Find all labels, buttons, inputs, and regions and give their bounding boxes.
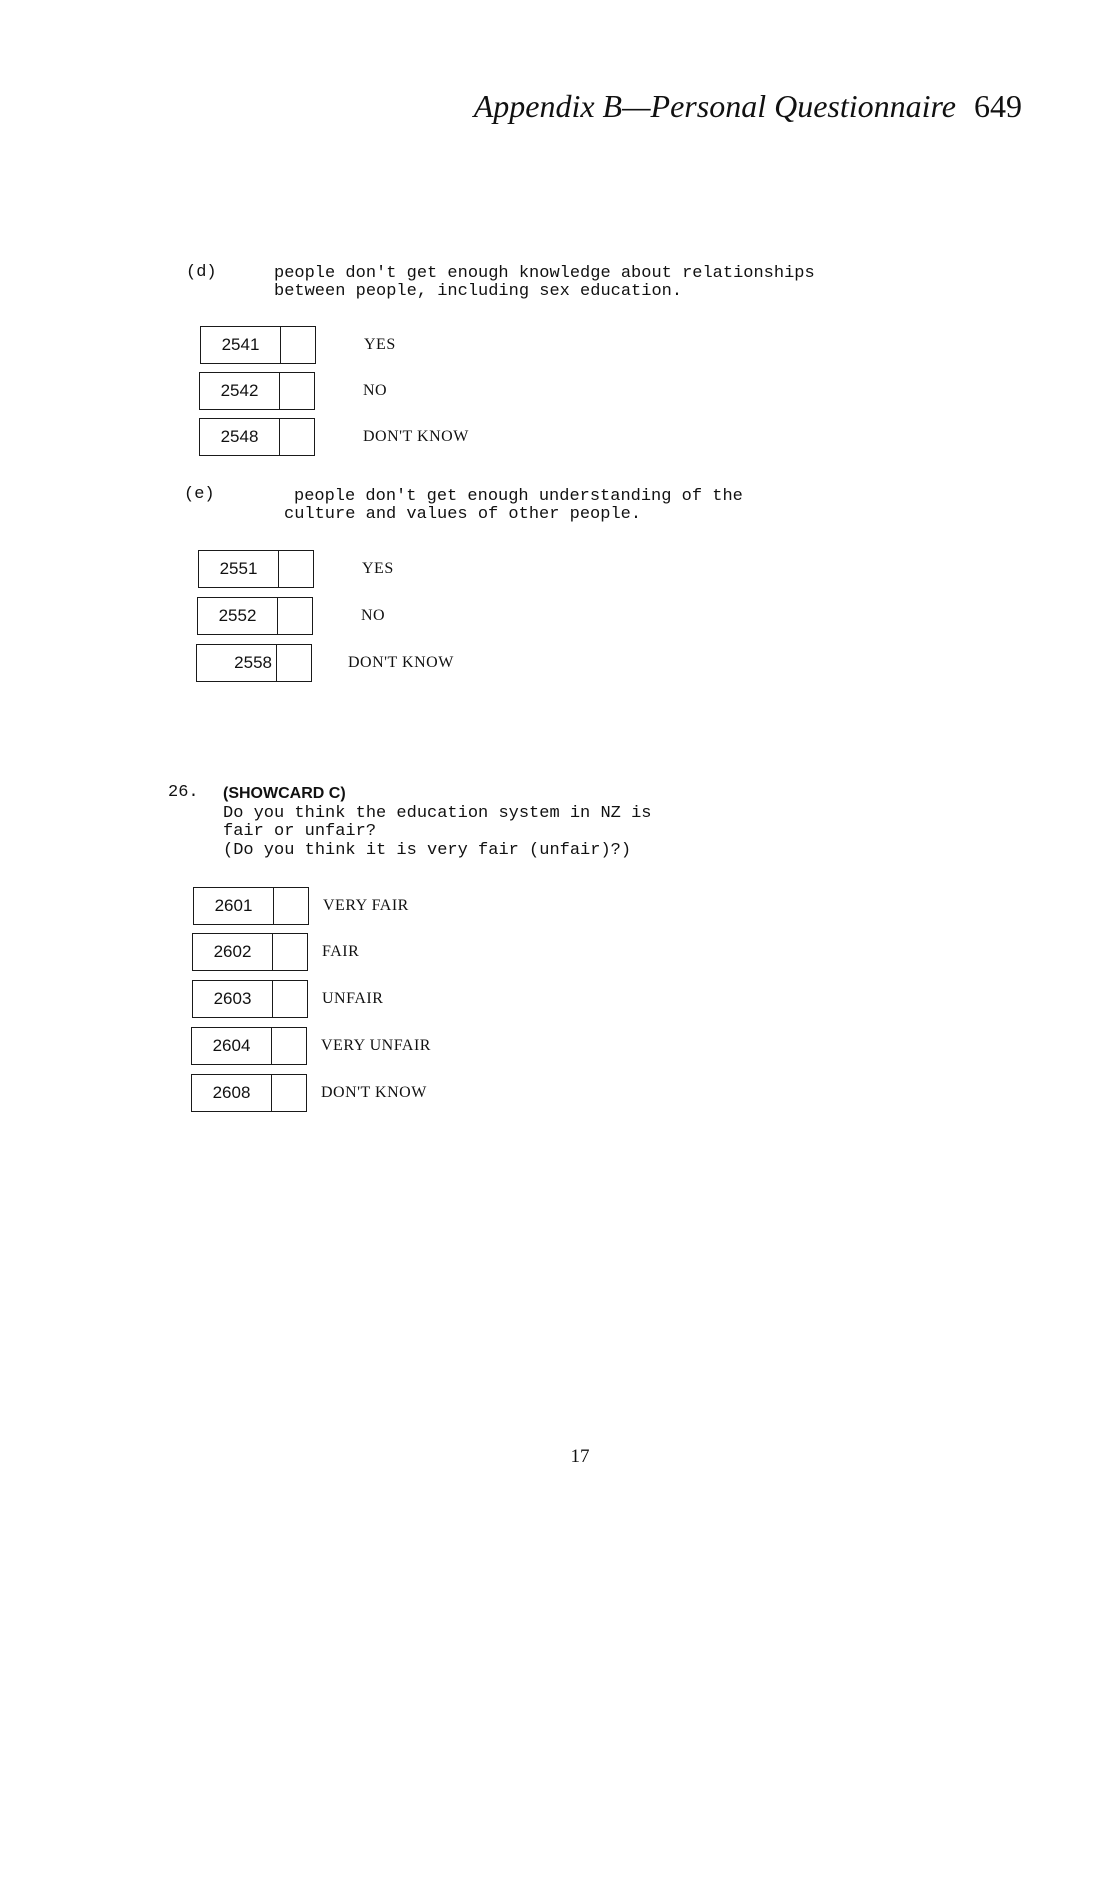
question-26-line1: Do you think the education system in NZ is: [223, 804, 652, 823]
option-label: NO: [363, 382, 388, 399]
option-row: [200, 326, 396, 364]
answer-checkbox[interactable]: [272, 980, 308, 1018]
item-d-line1: people don't get enough knowledge about relationships: [274, 264, 815, 283]
option-row: [191, 1027, 431, 1065]
page-number: 17: [570, 1446, 590, 1467]
question-26-line2: fair or unfair?: [223, 822, 377, 841]
running-head-title: Appendix B—Personal Questionnaire: [473, 88, 956, 124]
response-code: 2548: [199, 418, 279, 456]
option-label: DON'T KNOW: [363, 428, 469, 445]
response-code: 2603: [192, 980, 272, 1018]
answer-checkbox[interactable]: [279, 418, 315, 456]
option-row: [193, 887, 409, 925]
option-label: YES: [362, 560, 394, 577]
option-label: DON'T KNOW: [321, 1084, 427, 1101]
item-e-line1: people don't get enough understanding of the: [294, 487, 743, 506]
response-code: 2604: [191, 1027, 271, 1065]
response-code: 2541: [200, 326, 280, 364]
answer-checkbox[interactable]: [280, 326, 316, 364]
option-label: VERY UNFAIR: [321, 1037, 431, 1054]
answer-checkbox[interactable]: [279, 372, 315, 410]
option-row: [192, 933, 359, 971]
question-26-line3: (Do you think it is very fair (unfair)?): [223, 841, 632, 860]
response-code: 2601: [193, 887, 273, 925]
option-label: VERY FAIR: [323, 897, 409, 914]
response-code: 2602: [192, 933, 272, 971]
item-e-line2: culture and values of other people.: [284, 505, 642, 524]
option-row: [192, 980, 383, 1018]
option-label: UNFAIR: [322, 990, 384, 1007]
option-label: YES: [364, 336, 396, 353]
answer-checkbox[interactable]: [276, 644, 312, 682]
question-26-number: 26.: [168, 783, 199, 802]
item-d-line2: between people, including sex education.: [274, 282, 683, 301]
item-e-label: (e): [184, 485, 215, 504]
running-head: [474, 88, 1022, 125]
running-head-page: 649: [974, 88, 1022, 124]
response-code: 2552: [197, 597, 277, 635]
option-label: NO: [361, 607, 386, 624]
response-code: 2542: [199, 372, 279, 410]
answer-checkbox[interactable]: [273, 887, 309, 925]
response-code: 2558: [196, 644, 276, 682]
answer-checkbox[interactable]: [271, 1027, 307, 1065]
answer-checkbox[interactable]: [278, 550, 314, 588]
response-code: 2608: [191, 1074, 271, 1112]
item-d-label: (d): [186, 263, 217, 282]
response-code: 2551: [198, 550, 278, 588]
showcard-reference: (SHOWCARD C): [223, 785, 346, 802]
option-row: [191, 1074, 427, 1112]
option-row: [196, 644, 454, 682]
answer-checkbox[interactable]: [271, 1074, 307, 1112]
option-label: DON'T KNOW: [348, 654, 454, 671]
answer-checkbox[interactable]: [277, 597, 313, 635]
option-row: [197, 597, 385, 635]
answer-checkbox[interactable]: [272, 933, 308, 971]
option-row: [199, 372, 387, 410]
option-row: [198, 550, 394, 588]
option-row: [199, 418, 469, 456]
option-label: FAIR: [322, 943, 360, 960]
